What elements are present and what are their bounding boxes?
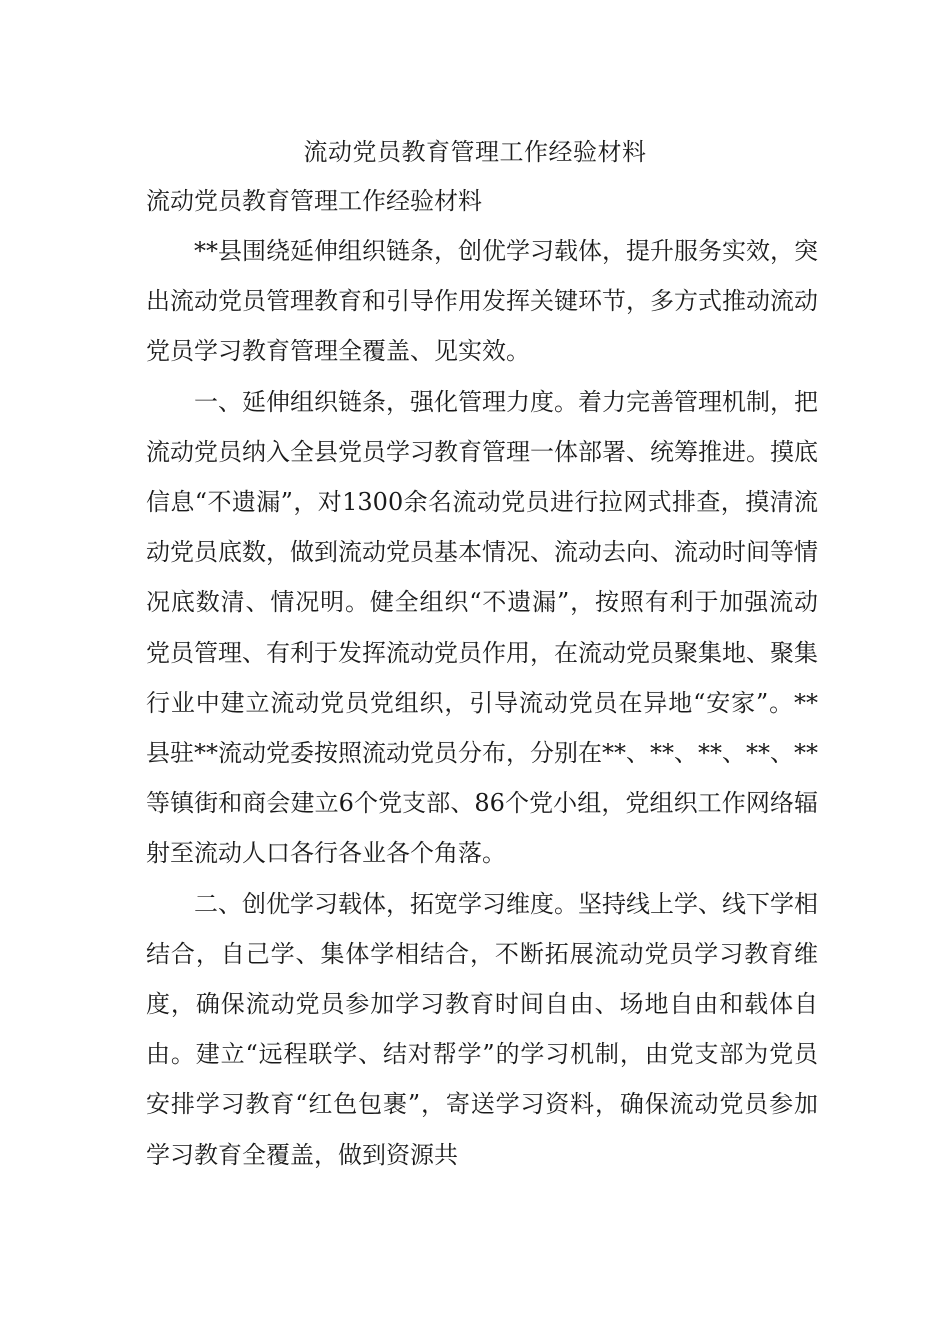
paragraph-section-two: 二、创优学习载体，拓宽学习维度。坚持线上学、线下学相结合，自己学、集体学相结合，不断拓展流动党员学习教育维度，确保流动党员参加学习教育时间自由、场地自由和载体自由。建立“远程联学、结对帮学”的学习机制，由党支部为党员安排学习教育“红色包裹”，寄送学习资料，确保流动党员参加学习教育全覆盖，做到资源共 (146, 889, 818, 1169)
document-title: 流动党员教育管理工作经验材料 (303, 138, 647, 166)
paragraph-section-one: 一、延伸组织链条，强化管理力度。着力完善管理机制，把流动党员纳入全县党员学习教育管理一体部署、统筹推进。摸底信息“不遗漏”，对1300余名流动党员进行拉网式排查，摸清流动党员底数，做到流动党员基本情况、流动去向、流动时间等情况底数清、情况明。健全组织“不遗漏”，按照有利于加强流动党员管理、有利于发挥流动党员作用，在流动党员聚集地、聚集行业中建立流动党员党组织，引导流动党员在异地“安家”。**县驻**流动党委按照流动党员分布，分别在**、**、**、**、**等镇街和商会建立6个党支部、86个党小组，党组织工作网络辐射至流动人口各行各业各个角落。 (146, 387, 818, 868)
document-body (146, 176, 818, 1180)
paragraph-intro: **县围绕延伸组织链条，创优学习载体，提升服务实效，突出流动党员管理教育和引导作用发挥关键环节，多方式推动流动党员学习教育管理全覆盖、见实效。 (146, 237, 818, 366)
document-subtitle: 流动党员教育管理工作经验材料 (146, 187, 482, 215)
